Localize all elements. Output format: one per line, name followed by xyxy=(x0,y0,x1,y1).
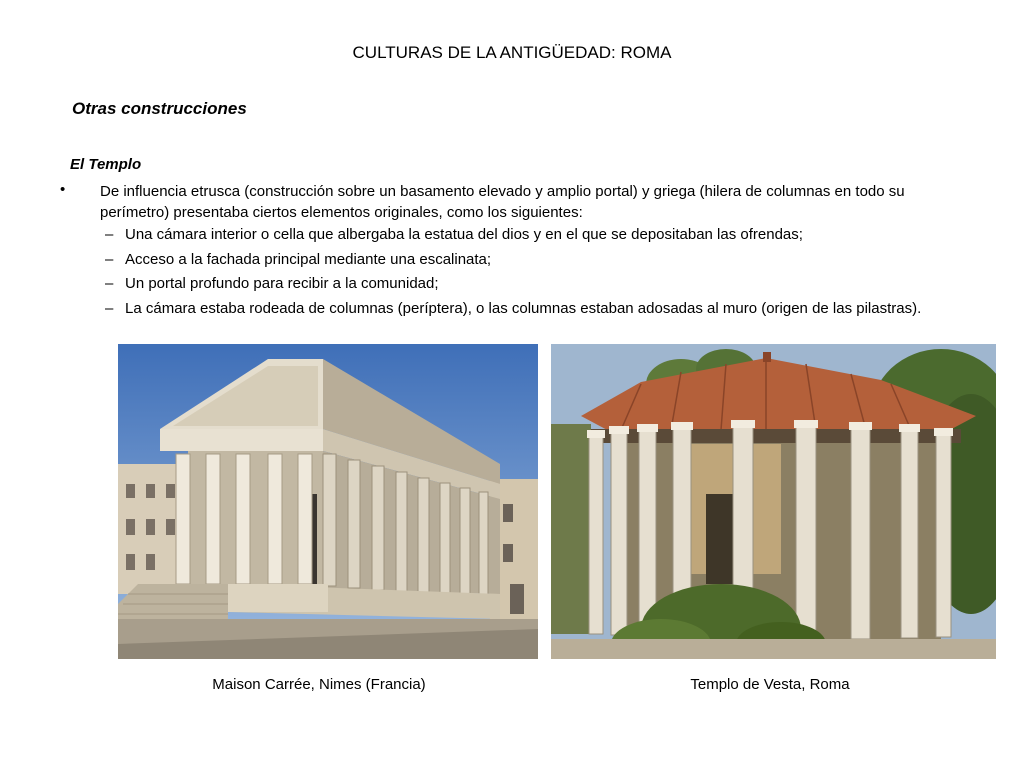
dash-marker: – xyxy=(105,226,114,243)
dash-marker: – xyxy=(105,300,114,317)
right-image-caption: Templo de Vesta, Roma xyxy=(690,676,850,693)
sub-item-cella: Una cámara interior o cella que albergaba la estatua del dios y en el que se depositaban las ofrendas; xyxy=(125,226,803,243)
sub-item-escalinata: Acceso a la fachada principal mediante una escalinata; xyxy=(125,251,492,268)
dash-marker: – xyxy=(105,251,114,268)
left-image-caption: Maison Carrée, Nimes (Francia) xyxy=(212,676,426,693)
bullet-marker: • xyxy=(60,181,66,198)
templo-vesta-photo xyxy=(551,344,996,659)
dash-marker: – xyxy=(105,275,114,292)
bullet-paragraph: De influencia etrusca (construcción sobre un basamento elevado y amplio portal) y griega (hilera de columnas en todo su perímetro) presentaba ciertos elementos originales, como los siguientes: xyxy=(100,183,905,221)
slide-title: CULTURAS DE LA ANTIGÜEDAD: ROMA xyxy=(352,43,672,62)
maison-carree-photo xyxy=(118,344,538,659)
slide-subtitle: Otras construcciones xyxy=(72,99,247,118)
sub-item-columnas: La cámara estaba rodeada de columnas (períptera), o las columnas estaban adosadas al muro (origen de las pilastras). xyxy=(125,300,922,317)
section-heading: El Templo xyxy=(70,156,142,173)
sub-item-portal: Un portal profundo para recibir a la comunidad; xyxy=(125,275,439,292)
